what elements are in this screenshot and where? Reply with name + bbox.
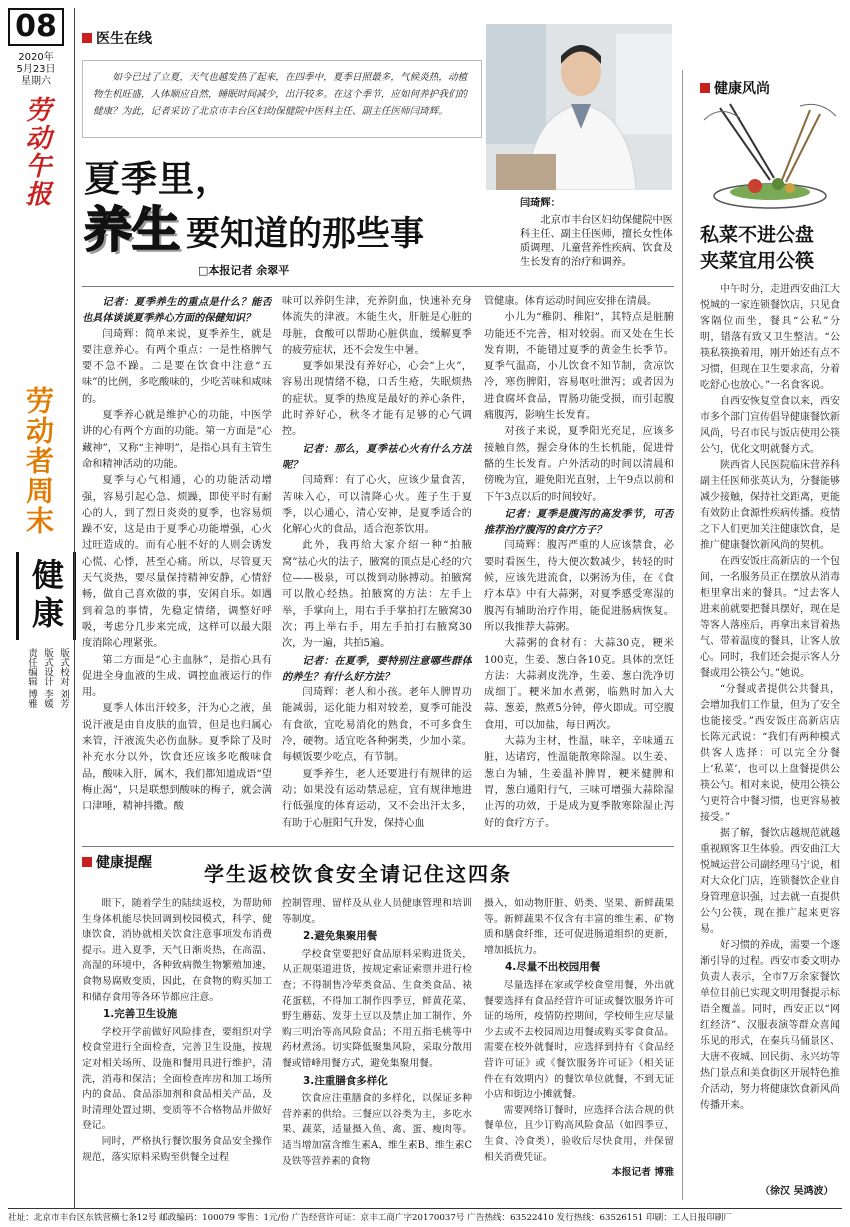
paper-logo: 劳动午报 <box>21 96 51 208</box>
paragraph: 夏季养心就是维护心的功能，中医学讲的心有两个方面的功能。第一方面是“心藏神”，又称“主神明”，是指心具有主管生命和精神活动的功能。 <box>82 410 272 470</box>
paragraph: 小儿为“稚阴、稚阳”，其特点是脏腑功能还不完善，相对较弱。而又处在生长发育期，不能错过夏季的黄金生长季节。夏季气温高，小儿饮食不知节制，贪凉饮冷，寒伤脾阳，容易呕吐泄泻；或者因为进食腐坏食品，胃肠功能受损，而引起腹痛腹泻，影响生长发育。 <box>484 312 674 422</box>
paragraph: 夏季如果没有养好心，心会“上火”，容易出现情绪不稳，口舌生疮，失眠烦热的症状。夏季的热度是最好的养心条件，此时养好心，秋冬才能有足够的心气调控。 <box>282 361 472 438</box>
paragraph: 闫琦辉：有了心火，应该少量食苦，苦味入心，可以清降心火。莲子生于夏季，以心通心，清心安神，是夏季适合的化解心火的食品，适合泡茶饮用。 <box>282 475 472 536</box>
tip-col2 <box>282 896 472 1202</box>
tip-title: 学生返校饮食安全请记住这四条 <box>204 862 512 886</box>
paragraph: 大蒜为主材，性温，味辛，辛味通五脏，达诸窍，性温能散寒除湿。以生姜、葱白为辅，生姜温补脾胃，粳米健脾和胃，葱白通阳行气，三味可增强大蒜除湿止泻的功效，于是成为夏季散寒除湿止泻好的食疗方子。 <box>484 736 674 829</box>
paragraph: 尽量选择在家或学校食堂用餐，外出就餐要选择有食品经营许可证或餐饮服务许可证的场所，疫情防控期间，学校师生应尽量少去或不去校园周边用餐或购买零食食品。需要在校外就餐时，应选择到持有《食品经营许可证》或《餐饮服务许可证》（相关证件在有效期内）的餐饮单位就餐，不到无证小店和街边小摊就餐。 <box>484 979 674 1101</box>
intro-box: 如今已过了立夏，天气也越发热了起来，在四季中，夏季日照最多，气候炎热，动植物生机旺盛，人体顺应自然，睡眠时间减少，出汗较多。在这个季节，应如何养护我们的健康？为此，记者采访了北京市丰台区妇幼保健院中医科主任、副主任医师闫琦辉。 <box>82 60 482 138</box>
paragraph: 据了解，餐饮店越规范就越重视顾客卫生体验。西安曲江大悦城运营公司副经理马宁说，相对大众化门店，连锁餐饮企业自身管理意识强，过去就一直提供公勺公筷，现在推广起来更容易。 <box>700 828 840 935</box>
paragraph: 夏季与心气相通，心的功能活动增强，容易引起心急、烦躁，即使平时有耐心的人，到了烈日炎炎的夏季，也容易烦躁不安，这是由于夏季心功能增强，心火过旺造成的。而有心脏不好的人则会诱发心慌、心悸，甚至心痛。所以，尽管夏天天气炎热，要尽量保持精神安静，心情舒畅，做自己喜欢做的事，安闲自乐。如遇到着急的事情，先稳定情绪，调整好呼吸，考虑分几步来完成，这样可以最大限度消除心理紧张。 <box>82 475 272 650</box>
paragraph: 陕西省人民医院临床营养科副主任医师张英认为，分餐能够减少接触，保持社交距离，更能有效防止食源性疾病传播。疫情之下人们更加关注健康饮食，是推广健康餐饮新风尚的契机。 <box>700 460 840 551</box>
question: 记者：那么，夏季祛心火有什么方法呢？ <box>282 442 472 471</box>
paragraph: 大蒜粥的食材有：大蒜30克，粳米100克，生姜、葱白各10克。具体的烹饪方法：大蒜剥皮洗净，生姜、葱白洗净切成细丁。粳米加水煮粥，临熟时加入大蒜、葱姜，熬煮5分钟，停火即成。可空腹食用，可以加盐，每日两次。 <box>484 638 674 731</box>
paragraph: 夏季养生，老人还要进行有规律的运动；如果没有运动禁忌症，宜有规律地进行低强度的体育运动，又不会出汗太多，有助于心脏阳气升发，保持心血 <box>282 768 472 829</box>
headline <box>84 158 524 268</box>
fashion-credit: （徐汉 吴鸿波） <box>760 1186 834 1197</box>
question: 记者：夏季养生的重点是什么？能否也具体谈谈夏季养心方面的保健知识？ <box>82 296 272 325</box>
page-number: 08 <box>8 8 64 46</box>
headline-line1: 夏季里， <box>84 159 233 200</box>
photo-caption: 闫琦辉： 北京市丰台区妇幼保健院中医科主任、副主任医师，擅长女性体质调理、儿童营养性疾病、饮食及生长发育的治疗和调养。 <box>520 197 673 268</box>
reporter-credit: 本报记者 博雅 <box>611 1167 674 1179</box>
paragraph: 管健康。体育运动时间应安排在清晨。 <box>484 296 658 307</box>
paragraph: 眼下，随着学生的陆续返校，为帮助师生身体机能尽快回调到校园模式，科学、健康饮食，消协就相关饮食注意事项发布消费提示。进入夏季，天气日渐炎热，在高温、高湿的环境中，各种致病微生物繁殖加速，食物易腐败变质，因此，在食物的购买加工和储存食用等各环节都应注意。 <box>82 898 272 1003</box>
footer: 社址：北京市丰台区东铁营横七条12号 邮政编码：100079 零售：1元/份 广告经营许可证：京丰工商广字20170037号 广告热线：63522410 发行热线：63526151 印刷：工人日报印刷厂 <box>8 1213 732 1223</box>
paragraph: 好习惯的养成，需要一个逐渐引导的过程。西安市委文明办负责人表示，全市7万余家餐饮单位目前已实现文明用餐提示标语全覆盖。同时，西安正以“网红经济”、汉服表演等群众喜闻乐见的形式，在秦兵马俑景区、大唐不夜城、回民街、永兴坊等热门景点和美食街区开展特色推介活动，努力将健康饮食新风尚传播开来。 <box>700 940 840 1111</box>
paragraph: 夏季人体出汗较多，汗为心之液，虽说汗液是由自皮肤的血管，但是也归属心来管，汗液流失必伤血脉。夏季除了及时补充水分以外，饮食还应该多吃酸味食品，酸味入肝，属木，我们都知道成语“望梅止渴”，只是联想到酸味的梅子，就会满口津唾，精神抖擞。酸 <box>82 703 272 813</box>
paragraph: 学校开学前做好风险排查，要组织对学校食堂进行全面检查，完善卫生设施，按规定对相关场所、设施和餐用具进行维护，清洗，消毒和保洁；全面检查库房和加工场所内的食品、食品添加剂和食品相关产品，及时清理处置过期、变质等不合格物品并做好登记。 <box>82 1026 272 1132</box>
paragraph: 中午时分，走进西安曲江大悦城的一家连锁餐饮店，只见食客隔位而坐，餐具“公私”分明，错落有致又卫生整洁。“公筷私筷换着用，刚开始还有点不习惯，但现在卫生要求高，分着吃舒心也放心。”一名食客说。 <box>700 284 840 391</box>
subheading: 4.尽量不出校园用餐 <box>505 961 601 974</box>
paragraph: 第二方面是“心主血脉”，是指心具有促进全身血液的生成、调控血液运行的作用。 <box>82 654 272 699</box>
paragraph: 闫琦辉：老人和小孩。老年人脾胃功能减弱，运化能力相对较差，夏季可能没有食欲，宜吃易消化的熟食，不可多食生冷，硬物。适宜吃各种粥类，少加小菜。每顿饭要少吃点，有节制。 <box>282 687 472 764</box>
paragraph: 饮食应注重膳食的多样化，以保证多种营养素的供给。三餐应以谷类为主，多吃水果、蔬菜，适量摄入鱼、禽、蛋、瘦肉等。适当增加富含维生素A、维生素B、维生素C及铁等营养素的食物 <box>282 1093 472 1167</box>
editor-credits: 版式校对 刘芳 版式设计 李媛 责任编辑 博雅 <box>26 648 69 709</box>
fashion-section-label: 健康风尚 <box>700 78 770 98</box>
article1-col3 <box>484 294 674 840</box>
article1-col1 <box>82 294 272 840</box>
tip-section-label: 健康提醒 <box>82 852 152 872</box>
tip-col3 <box>484 896 674 1202</box>
paragraph: 对孩子来说，夏季阳光充足，应该多接触自然，握会身体的生长机能，促进骨骼的生长发育。户外活动的时间以清晨和傍晚为宜，避免阳光直射，上午9点以前和下午3点以后的时间较好。 <box>484 426 674 503</box>
paragraph: 控制管理、留样及从业人员健康管理和培训等制度。 <box>282 898 472 925</box>
supplement-name: 劳动者周末 <box>22 386 55 536</box>
paragraph: “分餐或者提供公共餐具，会增加我们工作量，但为了安全也能接受。”西安饭庄高新店店长陈元武说：“我们有两种模式供客人选择：可以完全分餐上‘私菜’，也可以上盘餐提供公筷公勺。相对来说，使用公筷公勺更符合中餐习惯，也更容易被接受。” <box>700 684 840 823</box>
chopsticks-illustration <box>700 100 840 214</box>
masthead <box>8 8 70 1208</box>
subheading: 3.注重膳食多样化 <box>303 1074 388 1087</box>
question: 记者：在夏季，要特别注意哪些群体的养生？有什么好方法？ <box>282 654 472 683</box>
question: 记者：夏季是腹泻的高发季节，可否推荐治疗腹泻的食疗方子？ <box>484 507 674 537</box>
section-name: 健康 <box>16 552 76 640</box>
headline-highlight: 养生 <box>84 202 181 258</box>
paragraph: 此外，我再给大家介绍一种“拍腋窝”祛心火的法子，腋窝的顶点是心经的穴位——极泉，可以拨到动脉搏动。拍腋窝可以散心经热。拍腋窝的方法：左手上举，手掌向上，用右手手掌拍打左腋窝30次；再上举右手，用左手拍打右腋窝30次，为一遍，共拍5遍。 <box>282 540 472 650</box>
subheading: 2.避免集聚用餐 <box>303 930 378 943</box>
subheading: 1.完善卫生设施 <box>103 1008 178 1021</box>
paragraph: 闫琦辉：腹泻严重的人应该禁食，必要时看医生，待大便次数减少，转轻的时候，应该先进流食，以粥汤为佳，在《食疗本草》中有大蒜粥，对夏季感受寒湿的腹泻有辅助治疗作用，能促进肠病恢复。所以我推荐大蒜粥。 <box>484 540 674 633</box>
fashion-title: 私菜不进公盘 夹菜宜用公筷 <box>700 224 815 272</box>
doctor-section-label: 医生在线 <box>82 28 152 48</box>
article1-col2 <box>282 294 472 840</box>
tip-col1 <box>82 896 272 1202</box>
paragraph: 在西安饭庄高新店的一个包间，一名服务员正在摆放从消毒柜里拿出来的餐具。“过去客人进来前就要把餐具摆好，现在是等客人落座后，再拿出来冒着热气、带着温度的餐具，让客人放心。同时，我们还会提示客人分餐或用公筷公勺。”她说。 <box>700 556 840 679</box>
paragraph: 需要网络订餐时，应选择合法合规的供餐单位，且少订购高风险食品（如四季豆、生食、冷食类），验收后尽快食用，并保留相关消费凭证。 <box>484 1104 674 1163</box>
paragraph: 自西安恢复堂食以来，西安市多个部门宣传倡导健康餐饮新风尚，号召市民与饭店使用公筷公勺，优化文明就餐方式。 <box>700 396 840 455</box>
paragraph: 味可以养阴生津，充养阴血，快速补充身体流失的津液。木能生火，肝脏是心脏的母脏，食酸可以帮助心脏供血，缓解夏季的疲劳症状，还不会发生中暑。 <box>282 296 472 356</box>
paragraph: 学校食堂要把好食品原料采购进货关，从正规渠道进货，按规定索证索票并进行检查；不得制售冷荤类食品、生食类食品、裱花蛋糕，不得加工制作四季豆，鲜黄花菜、野生蘑菇、发芽土豆以及禁止加工制作、外购三明治等高风险食品；不用五指毛桃等中药材煮汤。切实降低聚集风险，采取分散用餐或错峰用餐方式，避免集聚用餐。 <box>282 948 472 1069</box>
paragraph: 同时，严格执行餐饮服务食品安全操作规范，落实原料采购至供餐全过程 <box>82 1135 272 1163</box>
headline-line2: 要知道的那些事 <box>186 214 425 254</box>
fashion-body <box>700 282 840 1182</box>
issue-date: 2020年 5月23日 星期六 <box>16 52 56 87</box>
paragraph: 摄入，如动物肝脏、奶类、坚果、新鲜蔬果等。新鲜蔬果不仅含有丰富的维生素、矿物质和膳食纤维，还可促进肠道组织的更新，增加抵抗力。 <box>484 898 674 956</box>
byline: □本报记者 余翠平 <box>198 264 290 277</box>
paragraph: 闫琦辉：简单来说，夏季养生，就是要注意养心。有两个重点：一是性格脾气要不急不躁。二是要在饮食中注意“五味”的比例，多吃酸味的，少吃苦味和咸味的。 <box>82 328 272 405</box>
